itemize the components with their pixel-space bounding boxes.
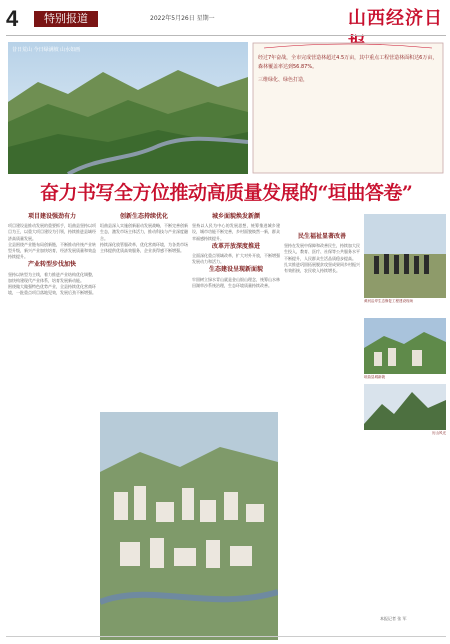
photo-caption: 垣曲县城新貌 xyxy=(364,375,385,379)
issue-date: 2022年5月26日 星期一 xyxy=(150,15,215,22)
intro-box xyxy=(252,42,444,174)
subhead: 项目建设强劲有力 xyxy=(27,213,76,220)
paragraph: 围绕做大做强特色优势产业，全县持续优化营商环境，一批重点项目落地见效，发展后劲不断增强。 xyxy=(8,284,96,296)
paragraph: 牢固树立绿水青山就是金山银山理念，统筹山水林田湖草沙系统治理，生态环境质量持续改善。 xyxy=(192,276,280,288)
header-divider xyxy=(6,35,446,36)
intro-paragraph-2: 三维绿化、绿色打造， xyxy=(258,77,309,83)
paragraph: 坚持在发展中保障和改善民生，持续加大民生投入，教育、医疗、社保等公共服务水平不断提升，人民群众生活品质稳步提高。 xyxy=(284,243,360,261)
page-number: 4 xyxy=(6,6,19,31)
paragraph: 项目建设是推动发展的重要抓手，垣曲县坚持以项目为王，以重大项目建设为引领，持续推进县域经济高质量发展。 xyxy=(8,223,96,241)
subhead: 产业转型步伐加快 xyxy=(27,261,76,269)
article-column-4 xyxy=(284,232,360,612)
mountain-photo xyxy=(364,384,446,430)
page-header xyxy=(0,0,450,38)
photo-caption: 黄河沿岸生态修复工程建设现场 xyxy=(364,299,413,303)
paragraph: 全面深化重点领域改革，扩大对外开放，不断增强发展动力和活力。 xyxy=(192,253,280,265)
subhead: 生态建设呈现新面貌 xyxy=(208,266,263,274)
intro-paragraph-1: 经过7年奋战，全市完成营造林超过4.5万亩，其中重点工程营造林面积达6万亩，森林覆盖率达到56.87%。 xyxy=(258,55,438,70)
top-photo-caption: 昔日荒山 今日绿满坡 山水如画 xyxy=(12,47,81,53)
article-column-1 xyxy=(8,212,96,642)
main-headline: 奋力书写全方位推动高质量发展的“垣曲答卷” xyxy=(40,182,413,204)
photo-caption: 历山风光 xyxy=(432,431,446,435)
subhead: 创新生态持续优化 xyxy=(119,213,168,220)
paragraph: 扎实推进巩固拓展脱贫攻坚成果同乡村振兴有效衔接，农民收入持续增长。 xyxy=(284,261,360,274)
aerial-city-photo xyxy=(100,412,278,640)
ecological-project-photo xyxy=(364,214,446,298)
subhead: 城乡面貌焕发新颜 xyxy=(211,213,260,220)
subhead: 民生福祉显著改善 xyxy=(297,233,346,240)
newspaper-logo: 山西经济日 xyxy=(348,8,443,29)
paragraph: 垣曲县深入实施创新驱动发展战略，不断完善创新生态，激发市场主体活力，推动科技与产业深度融合。 xyxy=(100,223,188,241)
top-landscape-photo xyxy=(8,42,248,174)
paragraph: 持续深化放管服改革，优化营商环境，为各类市场主体提供优质高效服务，企业获得感不断增强。 xyxy=(100,241,188,254)
paragraph: 全县围绕产业链布局创新链，不断推动传统产业转型升级，新兴产业加快培育，经济发展质量和效益持续提升。 xyxy=(8,241,96,260)
paragraph: 坚持以人民为中心的发展思想，统筹推进城乡建设，城市功能不断完善，乡村面貌焕然一新，群众幸福感持续提升。 xyxy=(192,223,280,241)
county-view-photo xyxy=(364,318,446,374)
section-label: 特别报道 xyxy=(34,11,98,27)
footer-divider xyxy=(6,636,446,637)
subhead: 改革开放深度推进 xyxy=(211,242,260,250)
article-column-2 xyxy=(100,212,188,408)
paragraph: 坚持以转型为主线，着力推进产业结构优化调整，加快构建现代产业体系，培育发展新动能。 xyxy=(8,271,96,283)
byline: 本报记者 张 军 xyxy=(380,616,407,621)
